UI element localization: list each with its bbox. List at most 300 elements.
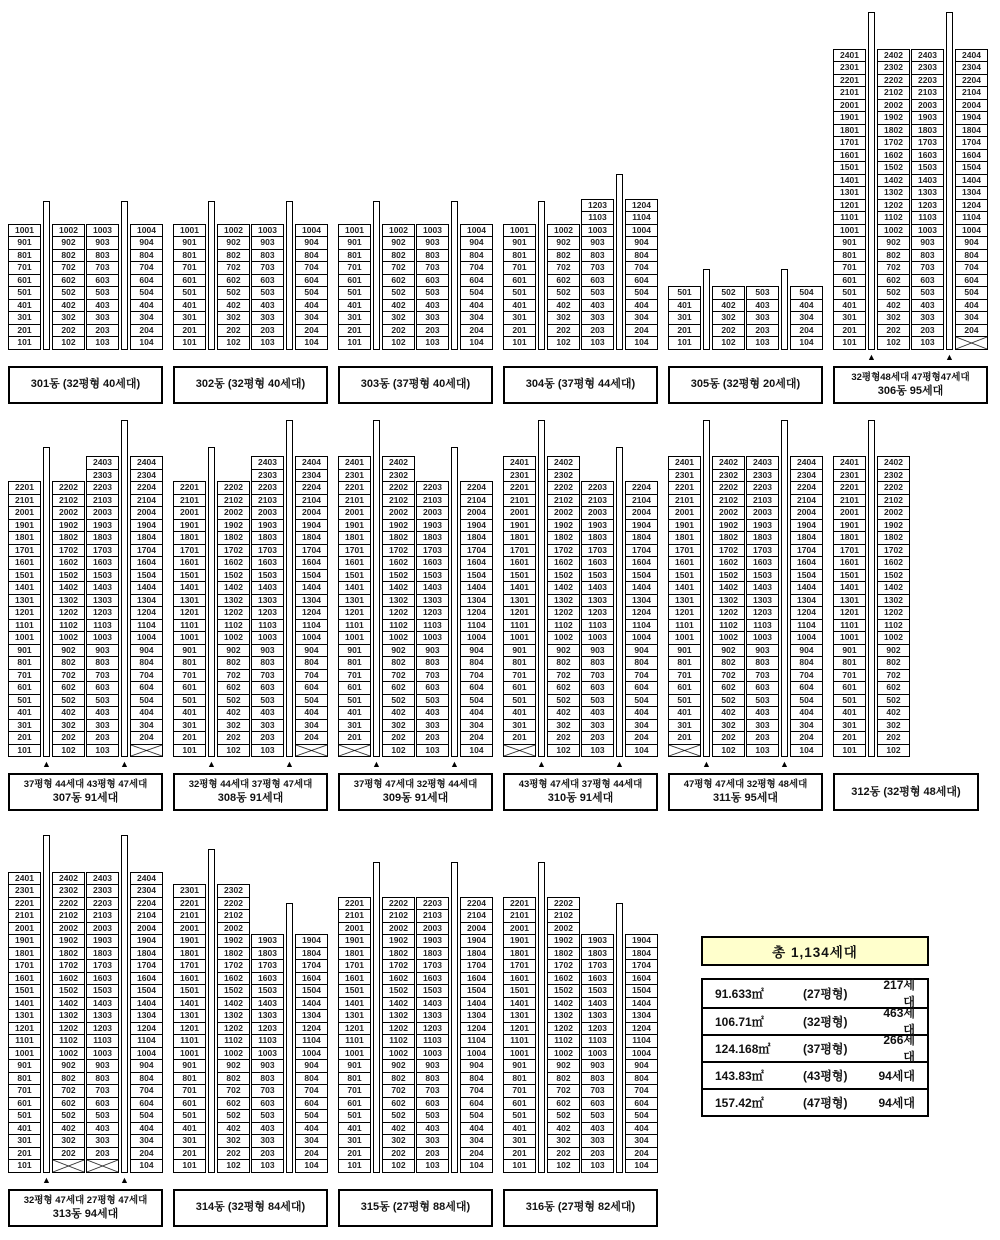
unit-cell: 1903: [581, 519, 614, 533]
arrow-zone-spacer: [460, 351, 493, 364]
unit-cell: 1101: [503, 1034, 536, 1048]
building-grid: [503, 174, 658, 350]
unit-cell: 1003: [251, 631, 284, 645]
unit-cell: 302: [382, 1134, 415, 1148]
unit-cell: 601: [8, 1097, 41, 1111]
building-label-name: 302동 (32평형 40세대): [195, 378, 306, 390]
arrow-zone-spacer: [503, 1174, 536, 1187]
arrow-zone: [173, 758, 328, 771]
unit-cell: 704: [460, 261, 493, 275]
stair-shaft: [373, 862, 380, 1173]
unit-cell: 1901: [173, 519, 206, 533]
unit-cell: 1304: [625, 1009, 658, 1023]
unit-cell: 604: [790, 681, 823, 695]
unit-cell: 1601: [503, 972, 536, 986]
arrow-zone-spacer: [295, 758, 328, 771]
arrow-zone-spacer: [338, 351, 371, 364]
unit-cell: 2201: [503, 897, 536, 911]
arrow-zone: [338, 758, 493, 771]
arrow-zone-spacer: [371, 1174, 382, 1187]
unit-cell: 504: [790, 286, 823, 300]
unit-cell: 1201: [503, 606, 536, 620]
unit-cell: 1603: [581, 972, 614, 986]
unit-cell: 2002: [712, 506, 745, 520]
unit-cell: 1203: [911, 199, 944, 213]
unit-cell: 1902: [382, 934, 415, 948]
unit-cell: 2202: [382, 481, 415, 495]
unit-cell: 2204: [625, 481, 658, 495]
unit-cell: 402: [547, 299, 580, 313]
unit-cell: 403: [746, 706, 779, 720]
unit-cell: 402: [217, 1122, 250, 1136]
arrow-zone-spacer: [449, 1174, 460, 1187]
unit-cell: 1902: [547, 934, 580, 948]
unit-cell: 2402: [712, 456, 745, 470]
unit-cell: 2304: [130, 884, 163, 898]
unit-cell: 303: [581, 1134, 614, 1148]
unit-cell: 2401: [8, 872, 41, 886]
unit-cell: 401: [668, 299, 701, 313]
unit-cell: 904: [955, 236, 988, 250]
unit-cell: 1501: [8, 569, 41, 583]
unit-column: [668, 286, 701, 350]
unit-cell: 1001: [338, 631, 371, 645]
arrow-zone: [8, 1174, 163, 1187]
unit-cell: 1801: [833, 531, 866, 545]
unit-cell: 2301: [8, 884, 41, 898]
unit-cell: 1404: [130, 581, 163, 595]
unit-cell: 1302: [382, 1009, 415, 1023]
unit-cell: 902: [547, 236, 580, 250]
unit-cell: 1303: [86, 594, 119, 608]
unit-column: [52, 224, 85, 350]
unit-cell: 2403: [251, 456, 284, 470]
unit-cell: 401: [338, 706, 371, 720]
unit-cell: 504: [460, 694, 493, 708]
unit-cell: 502: [877, 286, 910, 300]
unit-column: [86, 872, 119, 1173]
unit-cell: 1103: [581, 619, 614, 633]
building-label: [338, 1189, 493, 1227]
unit-cell: 1604: [625, 972, 658, 986]
unit-cell: 2201: [833, 481, 866, 495]
unit-cell: 1502: [712, 569, 745, 583]
unit-cell: 303: [416, 1134, 449, 1148]
building-303: [338, 201, 493, 404]
building-label-types: 47평형 47세대 32평형 48세대: [683, 779, 808, 790]
unit-cell: 2104: [130, 909, 163, 923]
unit-cell: 1001: [503, 1047, 536, 1061]
unit-cell: 202: [52, 1147, 85, 1161]
unit-cell: 1902: [547, 519, 580, 533]
arrow-zone-spacer: [382, 1174, 415, 1187]
unit-cell: 2004: [295, 506, 328, 520]
unit-cell: 304: [130, 1134, 163, 1148]
unit-cell: 904: [130, 236, 163, 250]
unit-cell: 1303: [416, 1009, 449, 1023]
unit-cell: 1501: [503, 569, 536, 583]
unit-cell: 302: [877, 719, 910, 733]
unit-cell: 1002: [52, 224, 85, 238]
unit-cell: 904: [625, 644, 658, 658]
unit-cell: 703: [416, 1084, 449, 1098]
stair-shaft: [286, 903, 293, 1173]
unit-cell: 403: [581, 706, 614, 720]
unit-cell: 1001: [173, 1047, 206, 1061]
unit-cell: 601: [338, 1097, 371, 1111]
unit-cell: 203: [416, 1147, 449, 1161]
unit-cell: 1501: [338, 569, 371, 583]
unit-cell: 301: [668, 311, 701, 325]
unit-cell: 2203: [746, 481, 779, 495]
unit-cell: 1801: [833, 124, 866, 138]
unit-cell: 2001: [503, 922, 536, 936]
unit-cell: 101: [338, 336, 371, 350]
unit-cell: 1702: [52, 959, 85, 973]
unit-cell: 1604: [460, 556, 493, 570]
arrow-zone-spacer: [416, 1174, 449, 1187]
unit-cell: 1901: [503, 934, 536, 948]
unit-cell: 1403: [911, 174, 944, 188]
unit-cell: 104: [790, 336, 823, 350]
unit-cell: 1001: [503, 631, 536, 645]
building-label: [668, 773, 823, 811]
unit-cell: 603: [581, 1097, 614, 1111]
unit-cell: 803: [416, 1072, 449, 1086]
unit-cell: 103: [581, 1159, 614, 1173]
unit-cell: 1801: [173, 947, 206, 961]
unit-cell: 702: [52, 1084, 85, 1098]
unit-cell: 603: [911, 274, 944, 288]
unit-cell: 1202: [52, 1022, 85, 1036]
arrow-zone-spacer: [625, 758, 658, 771]
unit-cell: 102: [877, 744, 910, 758]
unit-cell: 402: [382, 1122, 415, 1136]
building-label-name: 311동 95세대: [713, 792, 778, 804]
unit-cell: 204: [790, 324, 823, 338]
unit-cell: 1003: [251, 1047, 284, 1061]
unit-cell: 1904: [130, 934, 163, 948]
unit-cell: 1402: [52, 997, 85, 1011]
unit-cell: 401: [8, 706, 41, 720]
unit-cell: 901: [173, 644, 206, 658]
unit-cell: 1002: [217, 631, 250, 645]
unit-cell: 1104: [625, 619, 658, 633]
arrow-zone-spacer: [295, 351, 328, 364]
unit-cell: 602: [877, 681, 910, 695]
unit-cell: 2301: [833, 469, 866, 483]
unit-column: [668, 456, 701, 757]
unit-cell: 1902: [217, 519, 250, 533]
unit-cell: 503: [416, 694, 449, 708]
unit-cell: 201: [668, 731, 701, 745]
unit-cell: 401: [833, 299, 866, 313]
unit-cell: 2402: [382, 456, 415, 470]
unit-cell: 1001: [8, 224, 41, 238]
unit-cell: 803: [581, 249, 614, 263]
unit-cell: 501: [173, 694, 206, 708]
arrow-zone-spacer: [251, 351, 284, 364]
entrance-arrow-icon: ▲: [537, 759, 546, 769]
unit-cell: 703: [581, 669, 614, 683]
unit-cell: 202: [382, 1147, 415, 1161]
summary-table-row: [703, 1006, 927, 1037]
unit-cell: 901: [8, 236, 41, 250]
unit-cell: 2102: [877, 494, 910, 508]
unit-cell: 1003: [86, 224, 119, 238]
unit-cell: 302: [877, 311, 910, 325]
unit-cell: 302: [382, 311, 415, 325]
unit-cell: 804: [625, 1072, 658, 1086]
building-grid: [173, 420, 328, 758]
unit-cell: 603: [416, 681, 449, 695]
unit-cell: 602: [52, 681, 85, 695]
unit-cell: 404: [955, 299, 988, 313]
crossed-unit-cell: [86, 1159, 119, 1173]
unit-cell: 1301: [8, 594, 41, 608]
unit-cell: 504: [460, 286, 493, 300]
unit-cell: 1101: [338, 1034, 371, 1048]
unit-cell: 2202: [217, 481, 250, 495]
unit-cell: 1602: [52, 972, 85, 986]
unit-cell: 1503: [86, 569, 119, 583]
unit-cell: 103: [911, 336, 944, 350]
unit-cell: 1702: [52, 544, 85, 558]
unit-cell: 1304: [460, 1009, 493, 1023]
entrance-arrow-icon: ▲: [372, 759, 381, 769]
unit-cell: 702: [382, 669, 415, 683]
arrow-zone-spacer: [52, 351, 85, 364]
unit-cell: 2003: [86, 922, 119, 936]
unit-cell: 1001: [173, 224, 206, 238]
unit-cell: 103: [416, 1159, 449, 1173]
arrow-zone: [503, 1174, 658, 1187]
unit-cell: 1404: [625, 581, 658, 595]
unit-cell: 1604: [295, 556, 328, 570]
unit-cell: 1004: [295, 631, 328, 645]
unit-cell: 2303: [251, 469, 284, 483]
unit-cell: 1902: [52, 934, 85, 948]
unit-cell: 201: [173, 731, 206, 745]
unit-cell: 1502: [217, 569, 250, 583]
unit-cell: 203: [86, 324, 119, 338]
unit-cell: 801: [173, 656, 206, 670]
arrow-zone-spacer: [86, 1174, 119, 1187]
unit-cell: 202: [52, 324, 85, 338]
unit-cell: 1704: [460, 544, 493, 558]
building-label: [338, 366, 493, 404]
unit-cell: 1904: [295, 519, 328, 533]
unit-cell: 104: [130, 1159, 163, 1173]
unit-cell: 102: [547, 1159, 580, 1173]
unit-cell: 1002: [52, 1047, 85, 1061]
building-label-name: 312동 (32평형 48세대): [851, 785, 961, 798]
unit-cell: 1603: [911, 149, 944, 163]
crossed-unit-cell: [338, 744, 371, 758]
unit-cell: 102: [382, 744, 415, 758]
unit-cell: 804: [130, 656, 163, 670]
unit-cell: 2004: [130, 506, 163, 520]
unit-cell: 2202: [712, 481, 745, 495]
building-label-types: 32평형 44세대 37평형 47세대: [188, 779, 313, 790]
unit-cell: 2204: [955, 74, 988, 88]
unit-cell: 1204: [460, 606, 493, 620]
unit-column: [217, 481, 250, 757]
unit-cell: 303: [911, 311, 944, 325]
unit-cell: 603: [251, 274, 284, 288]
unit-cell: 1504: [460, 984, 493, 998]
unit-cell: 1703: [911, 136, 944, 150]
unit-cell: 402: [52, 706, 85, 720]
unit-column: [416, 897, 449, 1173]
unit-cell: 401: [338, 299, 371, 313]
unit-cell: 1302: [217, 594, 250, 608]
unit-cell: 203: [581, 731, 614, 745]
unit-cell: 2101: [503, 494, 536, 508]
unit-cell: 104: [460, 1159, 493, 1173]
arrow-zone-spacer: [130, 1174, 163, 1187]
unit-cell: 202: [547, 1147, 580, 1161]
unit-cell: 204: [295, 1147, 328, 1161]
building-grid: [338, 201, 493, 350]
unit-cell: 1804: [130, 947, 163, 961]
unit-cell: 2102: [877, 86, 910, 100]
building-label-name: 301동 (32평형 40세대): [30, 378, 141, 390]
unit-cell: 1501: [8, 984, 41, 998]
unit-cell: 2103: [581, 494, 614, 508]
unit-cell: 602: [52, 274, 85, 288]
unit-cell: 201: [833, 731, 866, 745]
unit-cell: 801: [173, 1072, 206, 1086]
building-label-types: 32평형48세대 47평형47세대: [851, 371, 970, 383]
unit-cell: 1303: [416, 594, 449, 608]
unit-cell: 202: [877, 731, 910, 745]
unit-cell: 802: [877, 656, 910, 670]
building-label-name: 305동 (32평형 20세대): [690, 378, 801, 390]
unit-cell: 1402: [712, 581, 745, 595]
arrow-zone-spacer: [52, 1174, 85, 1187]
unit-cell: 602: [382, 274, 415, 288]
unit-cell: 901: [173, 236, 206, 250]
unit-cell: 1601: [338, 972, 371, 986]
unit-cell: 1002: [382, 1047, 415, 1061]
unit-cell: 704: [295, 669, 328, 683]
unit-cell: 1601: [173, 972, 206, 986]
unit-column: [295, 224, 328, 350]
unit-cell: 1402: [217, 581, 250, 595]
arrow-zone-spacer: [625, 351, 658, 364]
unit-cell: 502: [547, 1109, 580, 1123]
unit-cell: 1604: [130, 556, 163, 570]
unit-cell: 2102: [217, 494, 250, 508]
unit-cell: 2303: [86, 884, 119, 898]
unit-cell: 502: [547, 694, 580, 708]
unit-cell: 303: [251, 1134, 284, 1148]
unit-cell: 204: [130, 731, 163, 745]
unit-cell: 1504: [955, 161, 988, 175]
unit-cell: 1601: [668, 556, 701, 570]
unit-cell: 2403: [911, 49, 944, 63]
unit-cell: 904: [130, 644, 163, 658]
arrow-zone-spacer: [833, 758, 866, 771]
unit-cell: 204: [295, 731, 328, 745]
unit-cell: 403: [416, 1122, 449, 1136]
arrow-zone: [668, 758, 823, 771]
unit-cell: 102: [382, 1159, 415, 1173]
unit-cell: 803: [251, 249, 284, 263]
unit-cell: 1802: [382, 531, 415, 545]
unit-cell: 303: [86, 719, 119, 733]
unit-cell: 1002: [382, 631, 415, 645]
unit-cell: 1603: [581, 556, 614, 570]
unit-cell: 2102: [52, 909, 85, 923]
unit-cell: 302: [52, 311, 85, 325]
unit-cell: 302: [547, 1134, 580, 1148]
unit-cell: 204: [625, 324, 658, 338]
unit-cell: 1202: [382, 1022, 415, 1036]
unit-cell: 1504: [130, 984, 163, 998]
unit-cell: 303: [251, 719, 284, 733]
unit-cell: 501: [503, 286, 536, 300]
unit-cell: 1401: [8, 581, 41, 595]
unit-cell: 702: [712, 669, 745, 683]
unit-column: [712, 456, 745, 757]
unit-column: [173, 224, 206, 350]
summary-area: 91.633㎡: [715, 986, 764, 1001]
unit-cell: 701: [338, 1084, 371, 1098]
stair-shaft: [286, 201, 293, 350]
unit-column: [833, 456, 866, 757]
unit-cell: 502: [217, 286, 250, 300]
unit-cell: 603: [251, 1097, 284, 1111]
unit-cell: 401: [8, 299, 41, 313]
unit-cell: 901: [338, 236, 371, 250]
unit-cell: 2203: [86, 897, 119, 911]
unit-cell: 2402: [547, 456, 580, 470]
unit-cell: 1903: [86, 519, 119, 533]
unit-cell: 302: [52, 1134, 85, 1148]
unit-cell: 803: [581, 1072, 614, 1086]
building-label: [173, 366, 328, 404]
unit-cell: 1804: [625, 531, 658, 545]
unit-cell: 1302: [217, 1009, 250, 1023]
unit-cell: 2003: [416, 506, 449, 520]
unit-cell: 602: [217, 1097, 250, 1111]
unit-cell: 1702: [547, 959, 580, 973]
unit-cell: 1501: [668, 569, 701, 583]
unit-cell: 304: [295, 1134, 328, 1148]
unit-cell: 1301: [503, 594, 536, 608]
unit-cell: 1701: [173, 959, 206, 973]
unit-cell: 2203: [251, 481, 284, 495]
unit-cell: 2103: [251, 494, 284, 508]
unit-cell: 1302: [52, 1009, 85, 1023]
unit-cell: 1401: [503, 581, 536, 595]
entrance-arrow-icon: ▲: [867, 351, 876, 362]
unit-cell: 503: [581, 694, 614, 708]
unit-cell: 1901: [338, 934, 371, 948]
unit-cell: 1501: [173, 984, 206, 998]
unit-cell: 2101: [338, 494, 371, 508]
unit-cell: 2201: [503, 481, 536, 495]
arrow-zone-spacer: [130, 758, 163, 771]
building-label-name: 304동 (37평형 44세대): [525, 378, 636, 390]
unit-cell: 1801: [8, 531, 41, 545]
unit-cell: 2201: [668, 481, 701, 495]
unit-cell: 2003: [416, 922, 449, 936]
unit-cell: 804: [625, 249, 658, 263]
unit-cell: 1001: [338, 1047, 371, 1061]
